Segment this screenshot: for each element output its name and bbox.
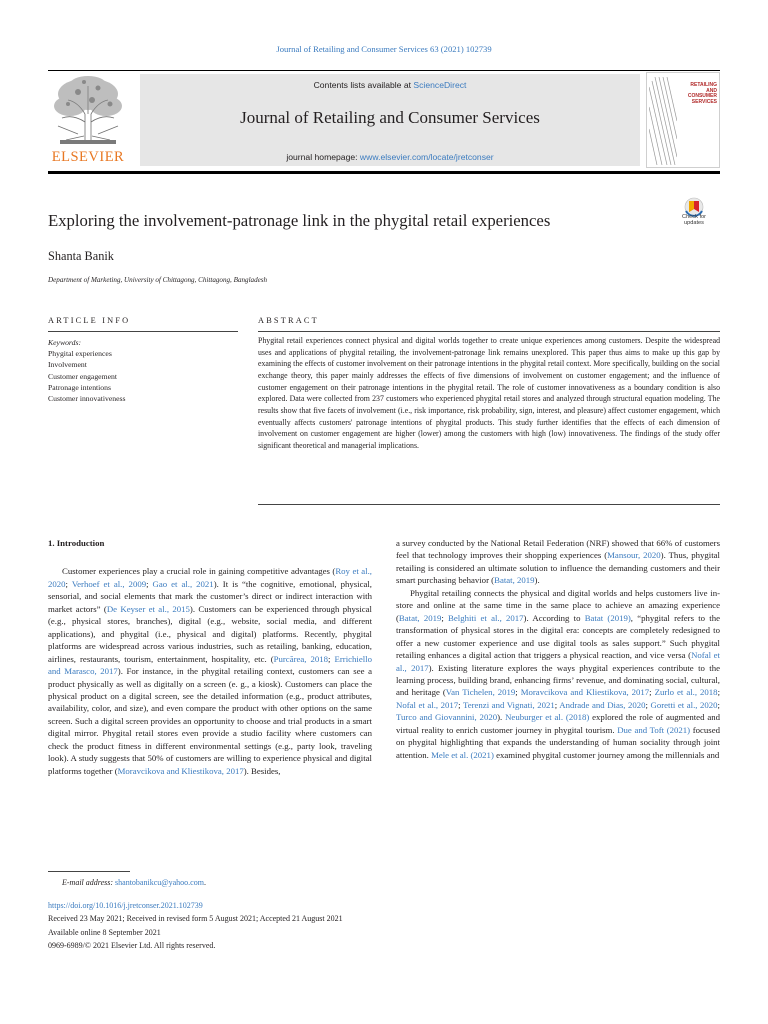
- cover-title-line: CONSUMER: [687, 93, 717, 100]
- article-title: Exploring the involvement-patronage link in the phygital retail experiences: [48, 211, 551, 230]
- paragraph-text: ). It is “the cognitive, emotional, physical, sensorial, and social elements that mark the customer’s direct or indirect interaction with market actors” (: [48, 578, 372, 614]
- paragraph-text: ).: [534, 575, 540, 586]
- crossmark-label-line: Check for: [682, 214, 706, 220]
- paragraph-text: ). Thus, phygital retailing is considered an ultimate solution to influence the demanding customers and their smart purchasing behavior (: [396, 550, 720, 586]
- body-left-column: [48, 537, 372, 777]
- citation-link[interactable]: Roy et al., 2020: [48, 566, 372, 589]
- abstract-bottom-rule: [258, 504, 720, 505]
- publication-info: [48, 899, 343, 953]
- header-bottom-rule: [48, 171, 720, 174]
- journal-title: Journal of Retailing and Consumer Services: [240, 108, 540, 127]
- homepage-line: [140, 152, 640, 162]
- contents-prefix: Contents lists available at: [313, 80, 412, 90]
- article-info-rule: [48, 331, 238, 332]
- paragraph-text: ;: [515, 687, 521, 698]
- footnote-rule: [48, 871, 130, 872]
- paragraph-text: ). Existing literature explores the ways phygital experiences contribute to the learning process, building brand, enhancing firms’ revenue, and dominating social, cultural, and heritage (: [396, 662, 720, 698]
- paragraph-text: examined phygital customer journey among the millennials and: [493, 749, 720, 760]
- citation-link[interactable]: Zurlo et al., 2018: [654, 687, 718, 698]
- introduction-heading: 1. Introduction: [48, 538, 105, 548]
- article-info-heading: ARTICLE INFO: [48, 316, 131, 325]
- keyword-item: Involvement: [48, 360, 87, 370]
- cover-title-line: SERVICES: [691, 98, 717, 105]
- paragraph-text: ). According to: [523, 612, 585, 623]
- citation-link[interactable]: Nofal et al., 2017: [396, 650, 720, 673]
- citation-link[interactable]: Mansour, 2020: [607, 550, 661, 561]
- email-suffix: .: [203, 878, 206, 887]
- intro-paragraph-continued: [396, 537, 720, 587]
- citation-link[interactable]: Nofal et al., 2017: [396, 699, 459, 710]
- email-label: E-mail address:: [62, 878, 114, 887]
- paragraph-text: focused on phygital highlighting that expands the understanding of human sociality through joint attention.: [396, 724, 720, 760]
- paragraph-text: Customer experiences play a crucial role in gaining competitive advantages (: [62, 566, 336, 577]
- keyword-item: Patronage intentions: [48, 382, 111, 392]
- intro-paragraph-1: [48, 565, 372, 777]
- citation-link[interactable]: Errichiello and Marasco, 2017: [48, 653, 372, 677]
- journal-cover-thumbnail[interactable]: [646, 72, 720, 168]
- paragraph-text: ;: [717, 687, 721, 698]
- crossmark-label[interactable]: [672, 214, 716, 226]
- paragraph-text: Phygital retailing connects the physical and digital worlds and helps customers live in-store and online at the same time in the same place to achieve an amazing experience (: [396, 587, 720, 623]
- tree-icon: [48, 74, 128, 146]
- paragraph-text: ;: [649, 687, 655, 698]
- abstract-rule: [258, 331, 720, 332]
- email-link[interactable]: shantobanikcu@yahoo.com: [115, 878, 204, 887]
- email-footnote: [62, 878, 206, 887]
- citation-link[interactable]: Batat, 2019: [398, 612, 442, 623]
- cover-title: [673, 83, 717, 105]
- paragraph-text: explored the role of augmented and virtual reality to enrich customer journey in phygital tourism.: [396, 712, 720, 735]
- cover-title-line: AND: [706, 87, 717, 94]
- citation-link[interactable]: Terenzi and Vignati, 2021: [462, 699, 555, 710]
- paragraph-text: ;: [441, 612, 449, 623]
- citation-link[interactable]: Verhoef et al., 2009: [71, 578, 147, 589]
- paragraph-text: ). Besides,: [243, 765, 281, 776]
- author-name: Shanta Banik: [48, 249, 114, 263]
- citation-link[interactable]: Gao et al., 2021: [152, 578, 214, 589]
- homepage-prefix: journal homepage:: [286, 152, 358, 162]
- citation-link[interactable]: De Keyser et al., 2015: [106, 603, 190, 614]
- crossmark-label-line: updates: [684, 220, 704, 226]
- citation-link[interactable]: Batat (2019): [584, 612, 631, 623]
- citation-link[interactable]: Due and Toft (2021): [617, 724, 691, 735]
- citation-link[interactable]: Van Tichelen, 2019: [445, 687, 516, 698]
- citation-link[interactable]: Purcărea, 2018: [273, 653, 329, 664]
- abstract-text: Phygital retail experiences connect physical and digital worlds together to create unique experiences among customers. Despite the widespread uses and applications of phygital retailing, the involvement-patronage link remains unexplored. This paper thus aims to make up this gap by examining the effects of customer involvement on their patronage intentions in the phygital retail context. More specifically, building on the social exchange theory, this paper mainly addresses the effects of five dimensions of involvement on customer engagement; and the influence of customer engagement on their patronage intentions in the phygital retail. The role of customer innovativeness as a boundary condition is also explored. Data were collected from 237 customers who experienced phygital retail stores and analyzed through structural equation modeling. The results show that five facets of involvement (i.e., risk importance, risk probability, sign, interest, and pleasure) affect customer engagement, which eventually affects customers' patronage intentions of phygital products. This study further identifies that the effects of each dimension of involvement on customer engagement are higher (lower) among the customers with high (low) innovativeness. The findings of the study offer significant theoretical and managerial implications.: [258, 336, 720, 450]
- copyright: 0969-6989/© 2021 Elsevier Ltd. All rights reserved.: [48, 941, 216, 951]
- keywords-label: Keywords:: [48, 338, 82, 347]
- sciencedirect-link[interactable]: ScienceDirect: [413, 80, 467, 90]
- citation-link[interactable]: Belghiti et al., 2017: [448, 612, 524, 623]
- received-dates: Received 23 May 2021; Received in revised form 5 August 2021; Accepted 21 August 2021: [48, 914, 343, 924]
- paragraph-text: ). Customers can be experienced through physical (e.g., physical stores, branches), digital (e.g., website, social media, and different applications), and phygital (i.e., physical and digital) platforms. Recently, phygital platforms are widespread across various industries, such as retailing, banking, education, airlines, restaurants, tourism, entertainment, hospitality, etc. (: [48, 603, 372, 664]
- citation-link[interactable]: Turco and Giovannini, 2020: [396, 712, 498, 723]
- elsevier-wordmark: ELSEVIER: [51, 149, 125, 165]
- contents-line: [140, 80, 640, 90]
- intro-paragraph-2: [396, 587, 720, 761]
- cover-title-line: RETAILING: [690, 82, 717, 88]
- paragraph-text: ). For instance, in the phygital retailing context, customers can see a product physically as well as digitally on a screen (e. g., a kiosk). Customers can place the physical product on a digital screen, see the detailed information (e.g., product attributes, availability, color, and size), and even compare the product with other options on the same screen. Such a digital screen provides an opportunity to choose and trial products in a smart digital mirror. Phygital retail stores even provide a studio facility where customers can check the product fitness in different environmental settings (e.g., party look, traveling look). A study suggests that 50% of customers are willing to experience physical and digital platforms together (: [48, 666, 372, 776]
- author-affiliation: Department of Marketing, University of Chittagong, Chittagong, Bangladesh: [48, 276, 268, 284]
- citation-link[interactable]: Goretti et al., 2020: [650, 699, 718, 710]
- body-right-column: [396, 537, 720, 761]
- paragraph-text: ;: [554, 699, 560, 710]
- paragraph-text: ;: [458, 699, 463, 710]
- available-online: Available online 8 September 2021: [48, 927, 161, 937]
- keyword-item: Customer engagement: [48, 371, 117, 381]
- paragraph-text: ).: [497, 712, 506, 723]
- citation-link[interactable]: Neuburger et al. (2018): [505, 712, 590, 723]
- paragraph-text: , “phygital refers to the transformation of physical stores in the digital era: concepts are completely redesigned to offer a new customer experience and use digital tools as sales support.” Such phygital retailing enhances a digital action that triggers a physical reaction, and vice versa (: [396, 612, 720, 661]
- citation-link[interactable]: Mele et al. (2021): [431, 749, 494, 760]
- citation-link[interactable]: Andrade and Dias, 2020: [559, 699, 646, 710]
- keyword-item: Customer innovativeness: [48, 394, 126, 404]
- paragraph-text: ;: [146, 578, 153, 589]
- keywords-list: [48, 337, 238, 404]
- citation-link[interactable]: Batat, 2019: [494, 575, 535, 586]
- journal-header-band: [140, 74, 640, 166]
- paragraph-text: ;: [328, 653, 335, 664]
- paragraph-text: ;: [717, 699, 720, 710]
- abstract-heading: ABSTRACT: [258, 316, 319, 325]
- citation-link[interactable]: Moravcikova and Kliestikova, 2017: [117, 765, 244, 776]
- elsevier-logo: [48, 74, 128, 166]
- journal-citation-link[interactable]: Journal of Retailing and Consumer Services 63 (2021) 102739: [276, 44, 492, 54]
- keyword-item: Phygital experiences: [48, 349, 112, 359]
- paragraph-text: a survey conducted by the National Retail Federation (NRF) showed that 66% of customers feel that technology improves their shopping experiences (: [396, 538, 720, 561]
- header-top-rule: [48, 70, 720, 71]
- doi-link[interactable]: https://doi.org/10.1016/j.jretconser.2021.102739: [48, 901, 203, 910]
- journal-homepage-link[interactable]: www.elsevier.com/locate/jretconser: [359, 152, 494, 162]
- citation-link[interactable]: Moravcikova and Kliestikova, 2017: [520, 687, 650, 698]
- paragraph-text: ;: [645, 699, 651, 710]
- paragraph-text: ;: [65, 578, 72, 589]
